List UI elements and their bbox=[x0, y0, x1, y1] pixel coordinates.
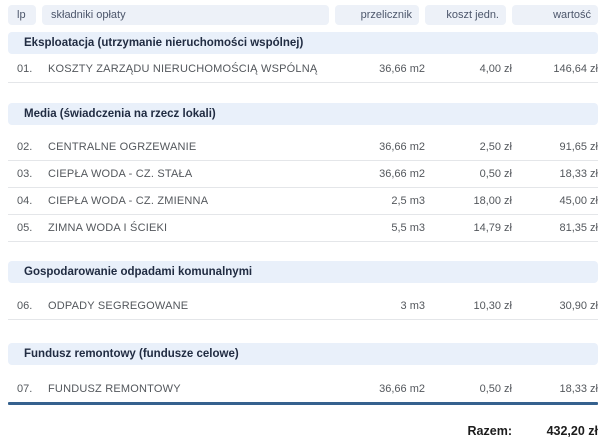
table-row bbox=[8, 161, 598, 188]
table-row bbox=[8, 376, 598, 401]
row-lp: 07. bbox=[17, 382, 33, 395]
row-lp: 05. bbox=[17, 222, 33, 234]
column-header-name: składniki opłaty bbox=[42, 5, 329, 25]
row-value: 45,00 zł bbox=[559, 195, 598, 207]
row-unit-cost: 0,50 zł bbox=[479, 168, 512, 180]
row-factor: 36,66 m2 bbox=[379, 62, 425, 75]
row-name: CIEPŁA WODA - CZ. ZMIENNA bbox=[48, 195, 209, 207]
row-unit-cost: 18,00 zł bbox=[473, 195, 512, 207]
section-rows bbox=[8, 55, 598, 83]
total-label: Razem: bbox=[467, 424, 512, 438]
section-title-odpady: Gospodarowanie odpadami komunalnymi bbox=[8, 261, 598, 283]
row-value: 146,64 zł bbox=[553, 62, 598, 75]
row-name: KOSZTY ZARZĄDU NIERUCHOMOŚCIĄ WSPÓLNĄ bbox=[48, 62, 318, 75]
row-factor: 36,66 m2 bbox=[379, 168, 425, 180]
table-row bbox=[8, 134, 598, 161]
total-divider bbox=[8, 402, 598, 405]
row-factor: 5,5 m3 bbox=[391, 222, 425, 234]
row-value: 18,33 zł bbox=[559, 382, 598, 395]
row-name: CENTRALNE OGRZEWANIE bbox=[48, 141, 197, 153]
column-header-lp: lp bbox=[8, 5, 36, 25]
row-value: 91,65 zł bbox=[559, 141, 598, 153]
row-value: 18,33 zł bbox=[559, 168, 598, 180]
row-factor: 3 m3 bbox=[400, 299, 425, 312]
section-rows bbox=[8, 292, 598, 320]
row-lp: 03. bbox=[17, 168, 33, 180]
row-factor: 36,66 m2 bbox=[379, 141, 425, 153]
section-rows bbox=[8, 134, 598, 242]
section-title-media: Media (świadczenia na rzecz lokali) bbox=[8, 103, 598, 125]
table-row bbox=[8, 55, 598, 83]
row-unit-cost: 0,50 zł bbox=[479, 382, 512, 395]
section-title-fundusz: Fundusz remontowy (fundusze celowe) bbox=[8, 343, 598, 365]
table-row bbox=[8, 292, 598, 320]
column-header-value: wartość bbox=[512, 5, 598, 25]
total-value: 432,20 zł bbox=[546, 424, 598, 438]
row-lp: 02. bbox=[17, 141, 33, 153]
section-title-eksploatacja: Eksploatacja (utrzymanie nieruchomości wspólnej) bbox=[8, 32, 598, 54]
row-lp: 04. bbox=[17, 195, 33, 207]
row-unit-cost: 2,50 zł bbox=[479, 141, 512, 153]
table-header bbox=[8, 5, 598, 25]
row-unit-cost: 10,30 zł bbox=[473, 299, 512, 312]
row-factor: 36,66 m2 bbox=[379, 382, 425, 395]
row-value: 30,90 zł bbox=[559, 299, 598, 312]
total-row bbox=[8, 422, 598, 440]
row-unit-cost: 14,79 zł bbox=[473, 222, 512, 234]
row-name: ODPADY SEGREGOWANE bbox=[48, 299, 189, 312]
section-rows bbox=[8, 376, 598, 401]
row-factor: 2,5 m3 bbox=[391, 195, 425, 207]
row-lp: 06. bbox=[17, 299, 33, 312]
row-unit-cost: 4,00 zł bbox=[479, 62, 512, 75]
column-header-factor: przelicznik bbox=[335, 5, 419, 25]
column-header-unit-cost: koszt jedn. bbox=[425, 5, 506, 25]
row-value: 81,35 zł bbox=[559, 222, 598, 234]
row-name: ZIMNA WODA I ŚCIEKI bbox=[48, 222, 168, 234]
table-row bbox=[8, 188, 598, 215]
row-lp: 01. bbox=[17, 62, 33, 75]
table-row bbox=[8, 215, 598, 242]
row-name: CIEPŁA WODA - CZ. STAŁA bbox=[48, 168, 193, 180]
row-name: FUNDUSZ REMONTOWY bbox=[48, 382, 181, 395]
